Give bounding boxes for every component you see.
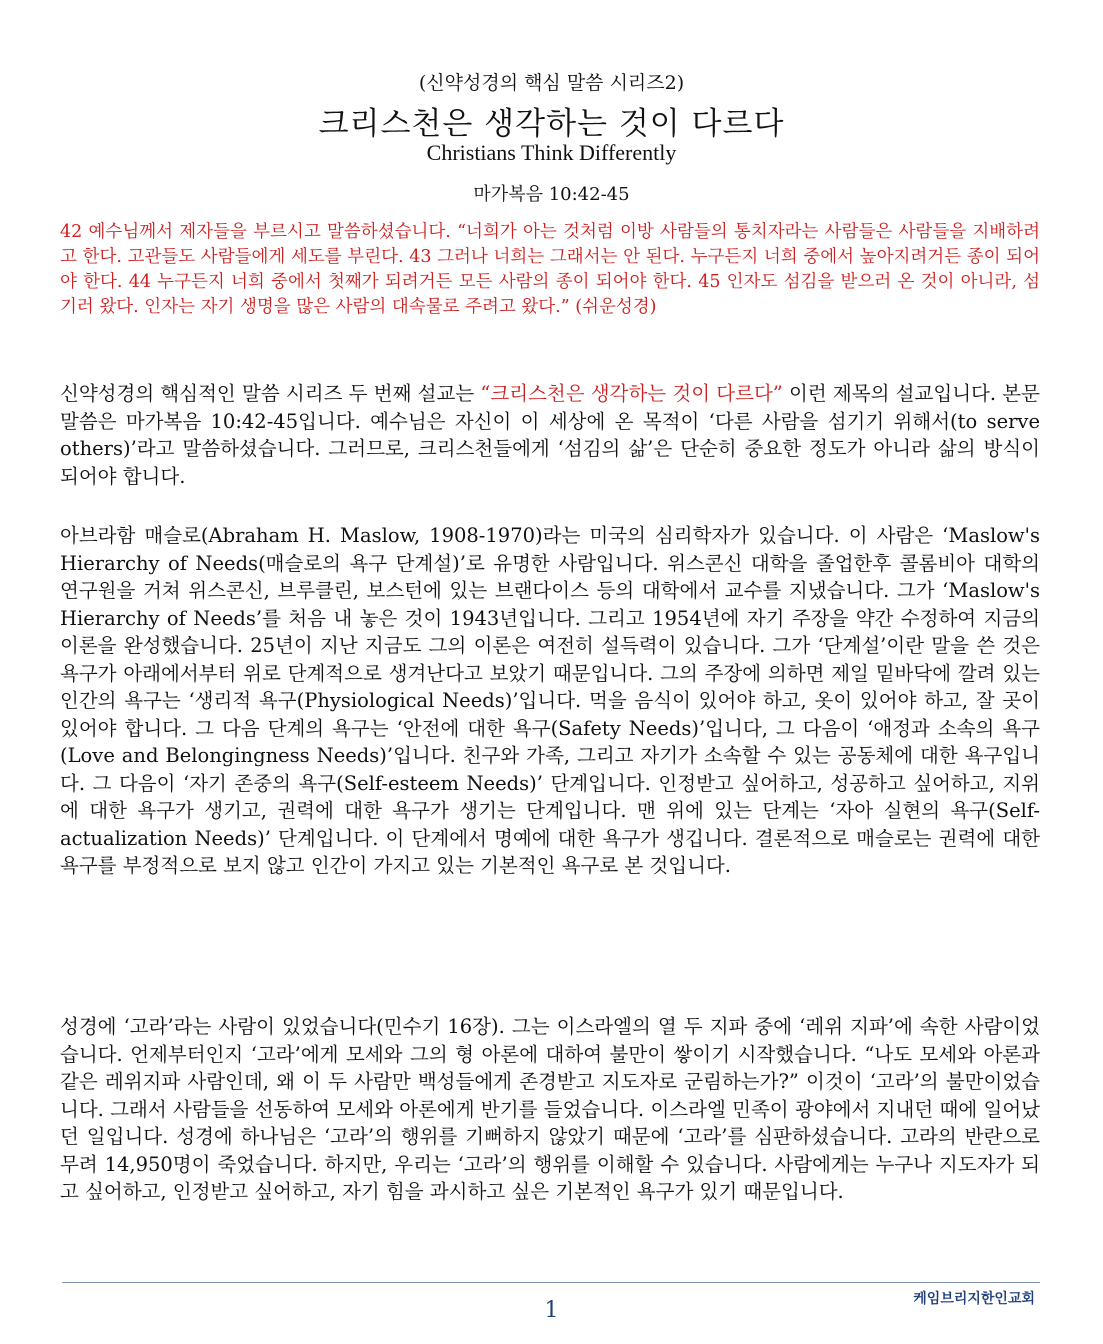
paragraph-intro: [60, 380, 1040, 490]
paragraph-intro-start: 신약성경의 핵심적인 말씀 시리즈 두 번째 설교는: [60, 382, 481, 405]
page-title: 크리스천은 생각하는 것이 다르다: [318, 106, 785, 142]
scripture-passage: 42 예수님께서 제자들을 부르시고 말씀하셨습니다. “너희가 아는 것처럼 이방 사람들의 통치자라는 사람들은 사람들을 지배하려고 한다. 고관들도 사람들에게 세도를 부린다. 43 그러나 너희는 그래서는 안 된다. 누구든지 너희 중에서 높아지려거든 종이 되어야 한다. 44 누구든지 너희 중에서 첫째가 되려거든 모든 사람의 종이 되어야 한다. 45 인자도 섬김을 받으러 온 것이 아니라, 섬기러 왔다. 인자는 자기 생명을 많은 사람의 대속물로 주려고 왔다.” (쉬운성경): [60, 222, 1040, 317]
scripture-reference: 마가복음 10:42-45: [473, 184, 630, 205]
paragraph-intro-end: 이런 제목의 설교입니다. 본문 말씀은 마가복음 10:42-45입니다. 예수님은 자신이 이 세상에 온 목적이 ‘다른 사람을 섬기기 위해서(to serve others)’라고 말씀하셨습니다. 그러므로, 크리스천들에게 ‘섬김의 삶’은 단순히 중요한 정도가 아니라 삶의 방식이 되어야 합니다.: [60, 382, 1040, 488]
page-number: 1: [544, 1298, 559, 1323]
paragraph-maslow: 아브라함 매슬로(Abraham H. Maslow, 1908-1970)라는 미국의 심리학자가 있습니다. 이 사람은 ‘Maslow's Hierarchy of Needs(매슬로의 욕구 단계설)’로 유명한 사람입니다. 위스콘신 대학을 졸업한후 콜롬비아 대학의 연구원을 거쳐 위스콘신, 브루클린, 보스턴에 있는 브랜다이스 등의 대학에서 교수를 지냈습니다. 그가 ‘Maslow's Hierarchy of Needs’를 처음 내 놓은 것이 1943년입니다. 그리고 1954년에 자기 주장을 약간 수정하여 지금의 이론을 완성했습니다. 25년이 지난 지금도 그의 이론은 여전히 설득력이 있습니다. 그가 ‘단계설’이란 말을 쓴 것은 욕구가 아래에서부터 위로 단계적으로 생겨난다고 보았기 때문입니다. 그의 주장에 의하면 제일 밑바닥에 깔려 있는 인간의 욕구는 ‘생리적 욕구(Physiological Needs)’입니다. 먹을 음식이 있어야 하고, 옷이 있어야 하고, 잘 곳이 있어야 합니다. 그 다음 단계의 욕구는 ‘안전에 대한 욕구(Safety Needs)’입니다, 그 다음이 ‘애정과 소속의 욕구(Love and Belongingness Needs)’입니다. 친구와 가족, 그리고 자기가 소속할 수 있는 공동체에 대한 욕구입니다. 그 다음이 ‘자기 존중의 욕구(Self-esteem Needs)’ 단계입니다. 인정받고 싶어하고, 성공하고 싶어하고, 지위에 대한 욕구가 생기고, 권력에 대한 욕구가 생기는 단계입니다. 맨 위에 있는 단계는 ‘자아 실현의 욕구(Self-actualization Needs)’ 단계입니다. 이 단계에서 명예에 대한 욕구가 생깁니다. 결론적으로 매슬로는 권력에 대한 욕구를 부정적으로 보지 않고 인간이 가지고 있는 기본적인 욕구로 본 것입니다.: [60, 524, 1040, 877]
sermon-title-highlight: “크리스천은 생각하는 것이 다르다”: [480, 382, 783, 405]
footer-divider: [62, 1282, 1040, 1283]
series-label: (신약성경의 핵심 말씀 시리즈2): [418, 72, 685, 94]
paragraph-korah: 성경에 ‘고라’라는 사람이 있었습니다(민수기 16장). 그는 이스라엘의 열 두 지파 중에 ‘레위 지파’에 속한 사람이었습니다. 언제부터인지 ‘고라’에게 모세와 그의 형 아론에 대하여 불만이 쌓이기 시작했습니다. “나도 모세와 아론과 같은 레위지파 사람인데, 왜 이 두 사람만 백성들에게 존경받고 지도자로 군림하는가?” 이것이 ‘고라’의 불만이었습니다. 그래서 사람들을 선동하여 모세와 아론에게 반기를 들었습니다. 이스라엘 민족이 광야에서 지내던 때에 일어났던 일입니다. 성경에 하나님은 ‘고라’의 행위를 기뻐하지 않았기 때문에 ‘고라’를 심판하셨습니다. 고라의 반란으로 무려 14,950명이 죽었습니다. 하지만, 우리는 ‘고라’의 행위를 이해할 수 있습니다. 사람에게는 누구나 지도자가 되고 싶어하고, 인정받고 싶어하고, 자기 힘을 과시하고 싶은 기본적인 욕구가 있기 때문입니다.: [60, 1015, 1040, 1203]
church-name: 케임브리지한인교회: [913, 1291, 1035, 1307]
page-subtitle-english: Christians Think Differently: [426, 140, 677, 165]
